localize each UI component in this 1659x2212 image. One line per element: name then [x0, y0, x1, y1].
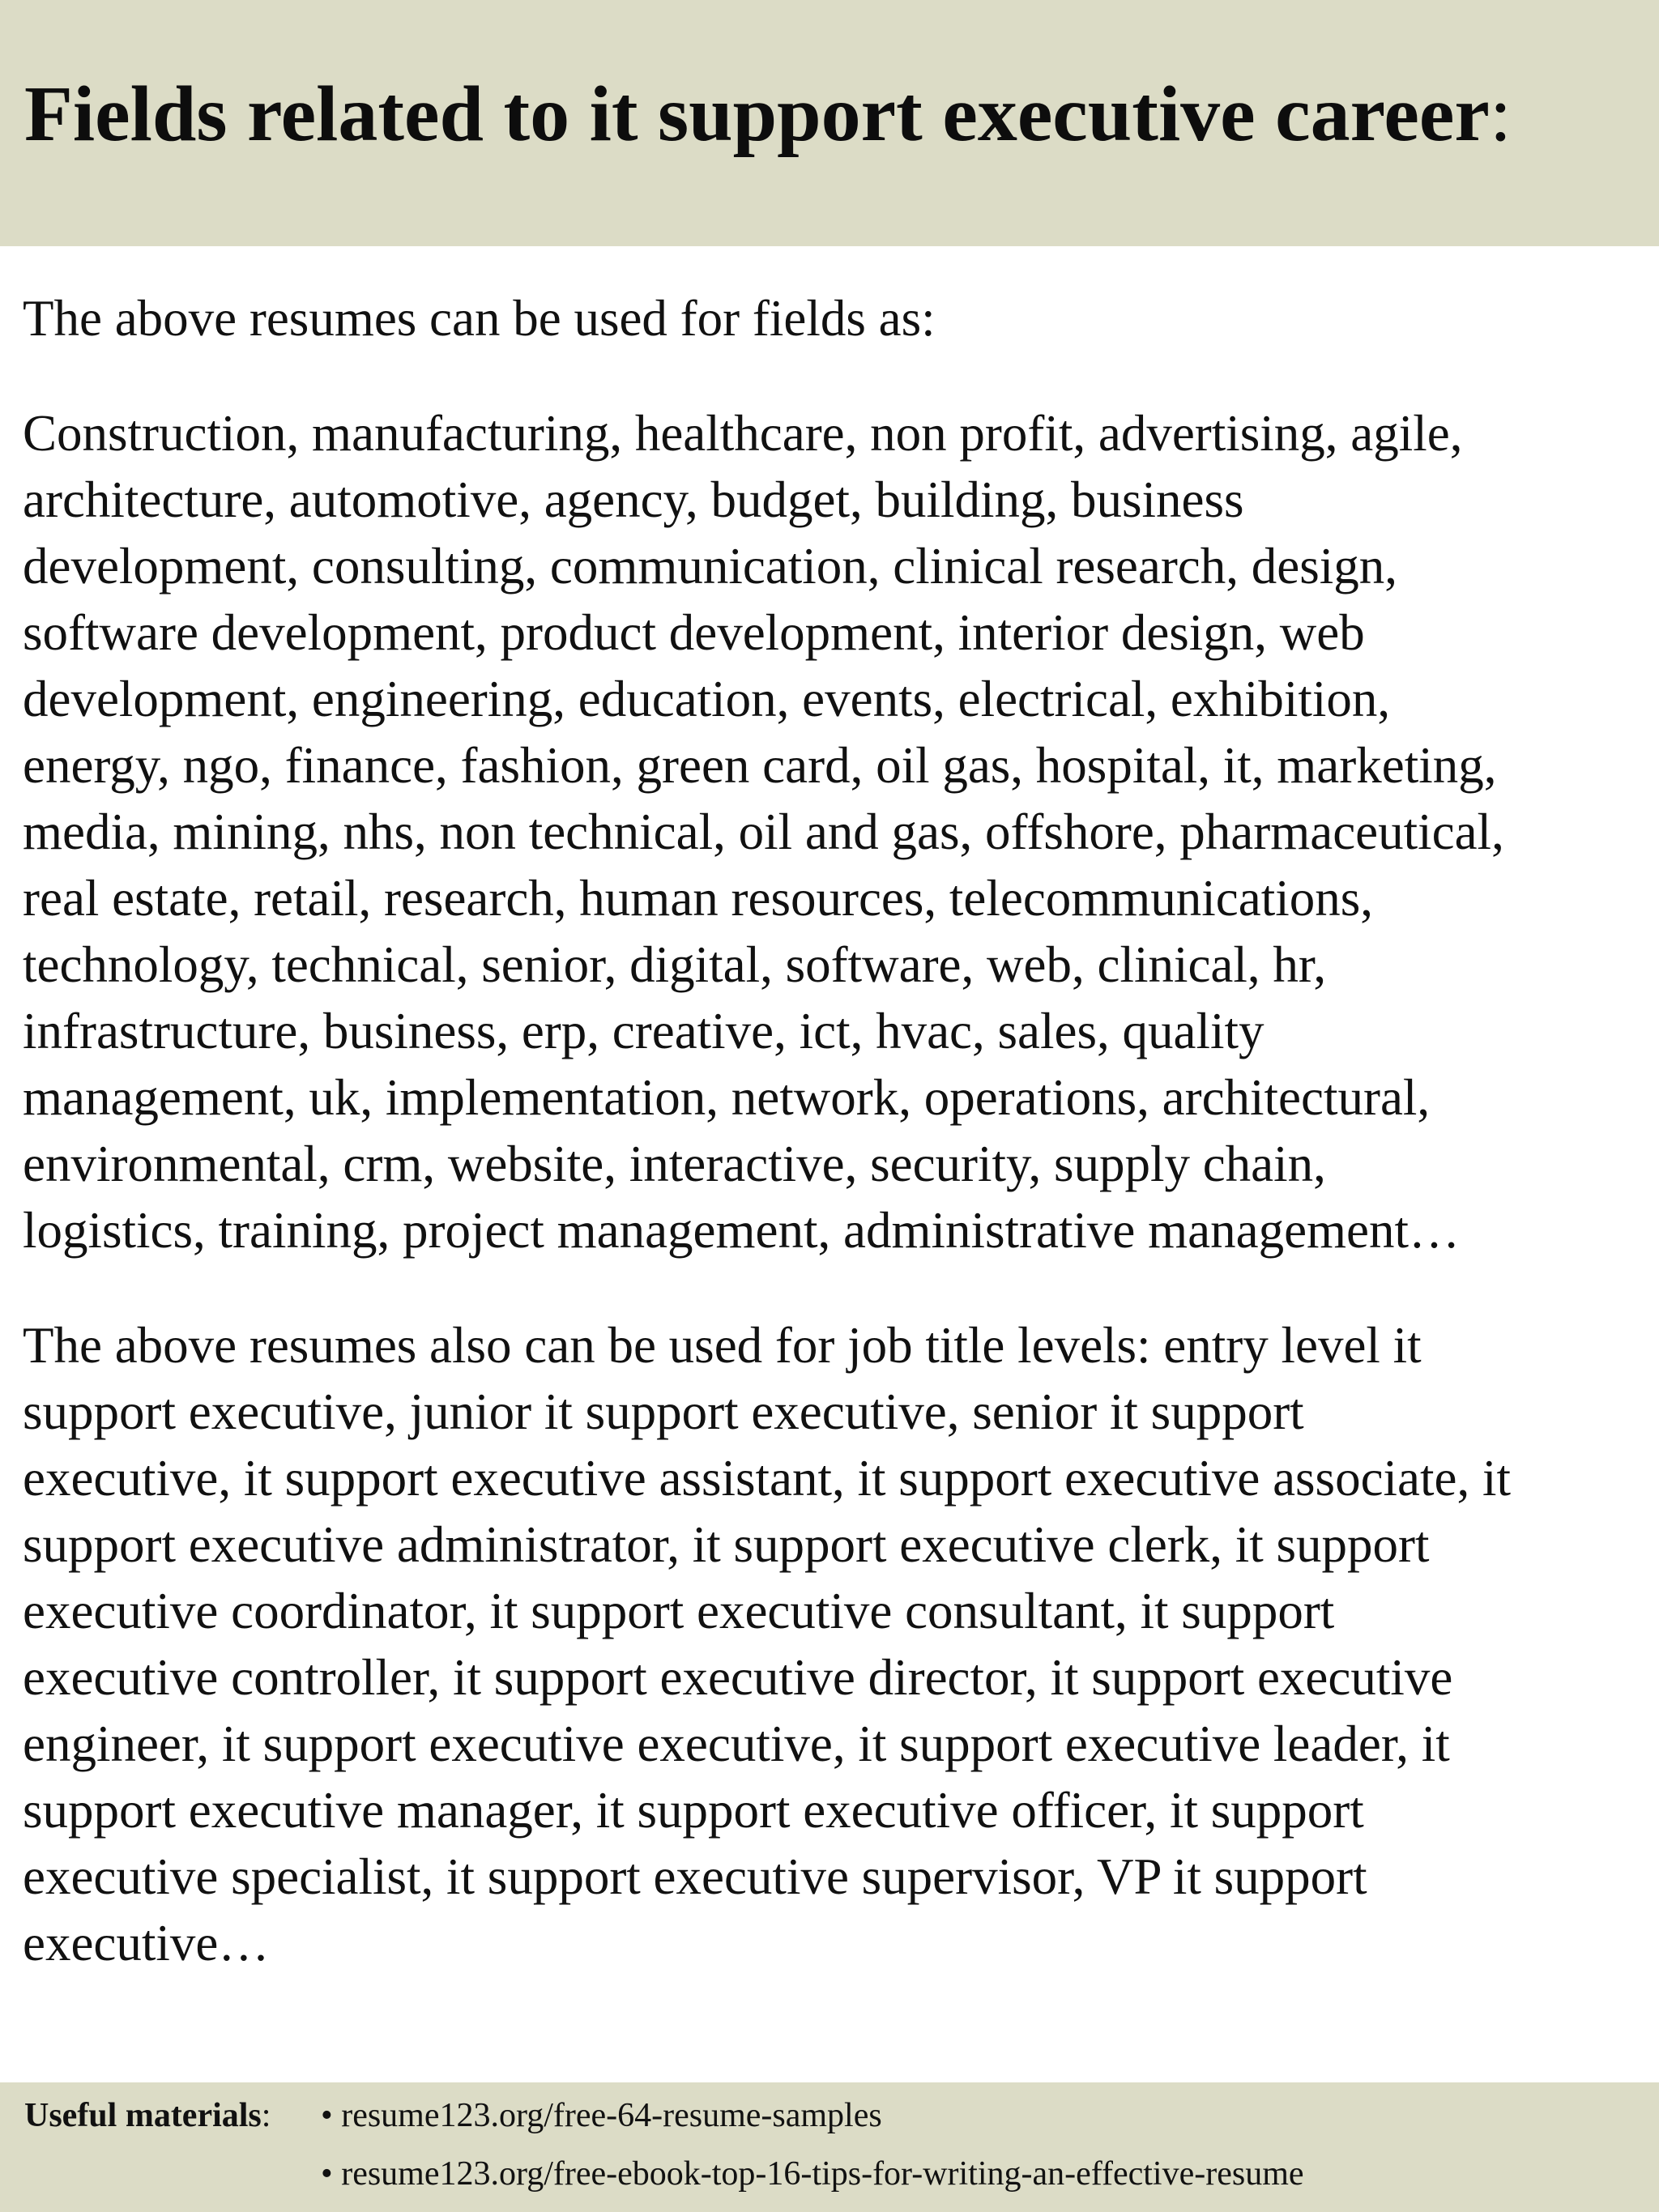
fields-line: infrastructure, business, erp, creative, ict, hvac, sales, quality	[23, 1003, 1265, 1059]
fields-paragraph	[23, 400, 1643, 1264]
fields-line: environmental, crm, website, interactive, security, supply chain,	[23, 1136, 1326, 1192]
main-content	[23, 285, 1643, 1976]
fields-line: software development, product development, interior design, web	[23, 604, 1365, 661]
resource-link-resume-samples[interactable]: • resume123.org/free-64-resume-samples	[321, 2097, 882, 2134]
job-levels-line: executive, it support executive assistant, it support executive associate, it	[23, 1450, 1511, 1507]
fields-line: management, uk, implementation, network, operations, architectural,	[23, 1069, 1431, 1126]
useful-materials-colon: :	[261, 2097, 271, 2134]
job-levels-line: executive…	[23, 1915, 270, 1971]
useful-materials-label	[24, 2099, 271, 2133]
job-levels-line: support executive administrator, it support executive clerk, it support	[23, 1516, 1430, 1573]
job-levels-line: executive specialist, it support executive supervisor, VP it support	[23, 1848, 1367, 1905]
fields-line: architecture, automotive, agency, budget, building, business	[23, 471, 1244, 528]
fields-line: development, engineering, education, events, electrical, exhibition,	[23, 671, 1391, 727]
job-levels-line: engineer, it support executive executive, it support executive leader, it	[23, 1715, 1450, 1772]
page-title	[24, 70, 1512, 158]
resource-link-ebook-tips[interactable]: • resume123.org/free-ebook-top-16-tips-for-writing-an-effective-resume	[321, 2155, 1304, 2193]
fields-line: Construction, manufacturing, healthcare, non profit, advertising, agile,	[23, 405, 1463, 462]
job-levels-paragraph	[23, 1312, 1643, 1976]
useful-materials-label-text: Useful materials	[24, 2097, 262, 2134]
footer-banner	[0, 2082, 1659, 2212]
fields-line: real estate, retail, research, human resources, telecommunications,	[23, 870, 1374, 927]
fields-line: logistics, training, project management, administrative management…	[23, 1202, 1460, 1259]
fields-line: energy, ngo, finance, fashion, green card, oil gas, hospital, it, marketing,	[23, 737, 1497, 794]
fields-line: technology, technical, senior, digital, software, web, clinical, hr,	[23, 936, 1327, 993]
job-levels-line: executive controller, it support executive director, it support executive	[23, 1649, 1453, 1706]
header-banner	[0, 0, 1659, 246]
fields-line: development, consulting, communication, clinical research, design,	[23, 538, 1398, 595]
job-levels-line: executive coordinator, it support executive consultant, it support	[23, 1583, 1335, 1639]
job-levels-line: The above resumes also can be used for job title levels: entry level it	[23, 1317, 1422, 1374]
page-title-text: Fields related to it support executive career	[24, 70, 1490, 158]
job-levels-line: support executive manager, it support executive officer, it support	[23, 1782, 1364, 1839]
job-levels-line: support executive, junior it support executive, senior it support	[23, 1383, 1304, 1440]
page-title-colon: :	[1489, 70, 1512, 158]
fields-line: media, mining, nhs, non technical, oil and gas, offshore, pharmaceutical,	[23, 803, 1504, 860]
intro-text: The above resumes can be used for fields as:	[23, 290, 936, 347]
